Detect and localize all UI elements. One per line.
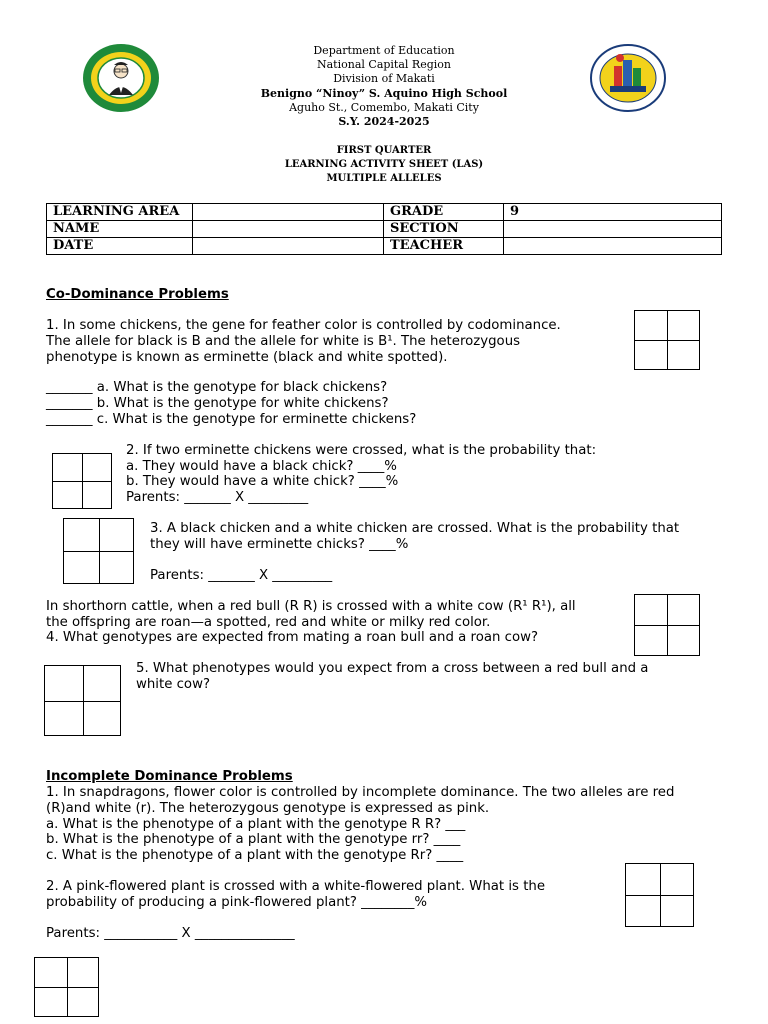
incomp-q2-parents: Parents: ___________ X _______________ <box>46 926 295 941</box>
header-address: Aguho St., Comembo, Makati City <box>289 100 479 114</box>
table-row <box>47 221 722 238</box>
date-label: DATE <box>47 238 193 255</box>
date-field[interactable] <box>193 238 384 255</box>
grade-field[interactable]: 9 <box>504 204 722 221</box>
codom-q3-line1: 3. A black chicken and a white chicken are crossed. What is the probability that <box>150 521 680 536</box>
codom-q5-line1: 5. What phenotypes would you expect from a cross between a red bull and a <box>136 661 649 676</box>
header-school-year: S.Y. 2024-2025 <box>338 115 430 129</box>
title-topic: MULTIPLE ALLELES <box>326 173 442 184</box>
learning-area-label: LEARNING AREA <box>47 204 193 221</box>
incomplete-heading: Incomplete Dominance Problems <box>46 769 293 784</box>
table-row <box>47 204 722 221</box>
punnett-square <box>63 518 134 584</box>
codom-q1b: _______ b. What is the genotype for white chickens? <box>46 396 389 411</box>
incomp-q1c: c. What is the phenotype of a plant with the genotype Rr? ____ <box>46 848 464 863</box>
teacher-field[interactable] <box>504 238 722 255</box>
section-label: SECTION <box>384 221 504 238</box>
codom-q2-line3: b. They would have a white chick? ____% <box>126 474 399 489</box>
codominance-heading: Co-Dominance Problems <box>46 287 229 302</box>
student-info-table <box>46 203 722 255</box>
sheet-titles <box>0 144 768 186</box>
learning-area-field[interactable] <box>193 204 384 221</box>
codom-q4: 4. What genotypes are expected from mating a roan bull and a roan cow? <box>46 630 539 645</box>
incomp-q1b: b. What is the phenotype of a plant with the genotype rr? ____ <box>46 832 461 847</box>
codom-q3-line2: they will have erminette chicks? ____% <box>150 537 409 552</box>
title-quarter: FIRST QUARTER <box>336 145 432 156</box>
codom-q1-line2: The allele for black is B and the allele for white is B¹. The heterozygous <box>46 334 521 349</box>
codom-q3-parents: Parents: _______ X _________ <box>150 568 333 583</box>
punnett-square <box>34 957 99 1017</box>
codom-q5-line2: white cow? <box>136 677 210 692</box>
incomp-q1-line2: (R)and white (r). The heterozygous genotype is expressed as pink. <box>46 801 490 816</box>
codom-q1a: _______ a. What is the genotype for black chickens? <box>46 380 388 395</box>
name-label: NAME <box>47 221 193 238</box>
punnett-square <box>44 665 121 736</box>
punnett-square <box>52 453 112 509</box>
header-division: Division of Makati <box>333 72 435 86</box>
incomp-q2-line2: probability of producing a pink-flowered plant? ________% <box>46 895 427 910</box>
school-header <box>0 44 768 129</box>
header-department: Department of Education <box>313 44 455 57</box>
incomp-q2-line1: 2. A pink-flowered plant is crossed with a white-flowered plant. What is the <box>46 879 546 894</box>
name-field[interactable] <box>193 221 384 238</box>
codom-q1-line1: 1. In some chickens, the gene for feather color is controlled by codominance. <box>46 318 561 333</box>
codom-q2-line1: 2. If two erminette chickens were crossed, what is the probability that: <box>126 443 597 458</box>
header-school-name: Benigno “Ninoy” S. Aquino High School <box>260 86 508 100</box>
codom-q2-parents: Parents: _______ X _________ <box>126 490 309 505</box>
incomp-q1a: a. What is the phenotype of a plant with the genotype R R? ___ <box>46 817 466 832</box>
codom-q1c: _______ c. What is the genotype for erminette chickens? <box>46 412 417 427</box>
table-row <box>47 238 722 255</box>
teacher-label: TEACHER <box>384 238 504 255</box>
punnett-square <box>634 594 700 656</box>
incomp-q1-line1: 1. In snapdragons, flower color is controlled by incomplete dominance. The two alleles are red <box>46 785 675 800</box>
grade-label: GRADE <box>384 204 504 221</box>
codom-q1-line3: phenotype is known as erminette (black and white spotted). <box>46 350 448 365</box>
header-region: National Capital Region <box>317 58 451 72</box>
punnett-square <box>634 310 700 370</box>
cattle-line1: In shorthorn cattle, when a red bull (R R) is crossed with a white cow (R¹ R¹), all <box>46 599 576 614</box>
cattle-line2: the offspring are roan—a spotted, red and white or milky red color. <box>46 615 491 630</box>
section-field[interactable] <box>504 221 722 238</box>
punnett-square <box>625 863 694 927</box>
codom-q2-line2: a. They would have a black chick? ____% <box>126 459 397 474</box>
title-sheet: LEARNING ACTIVITY SHEET (LAS) <box>284 159 484 170</box>
